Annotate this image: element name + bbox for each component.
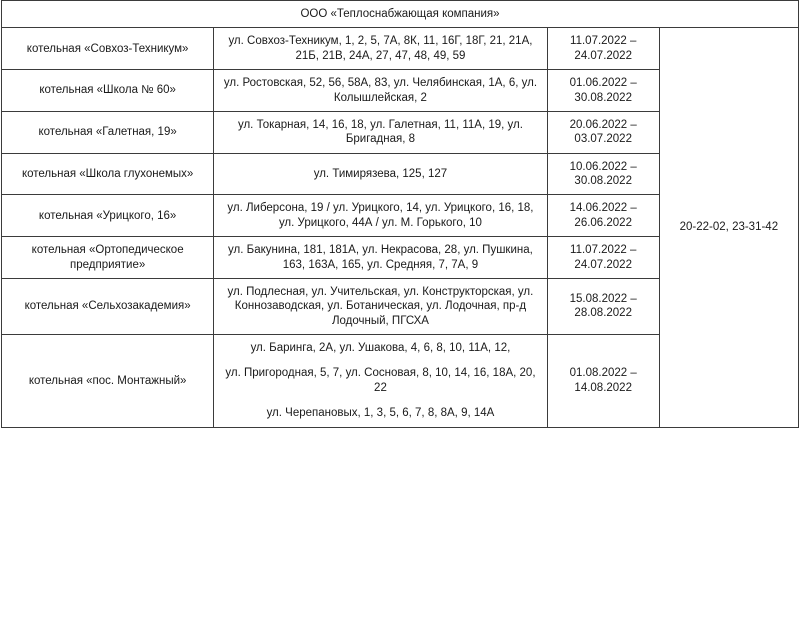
period: 10.06.2022 – 30.08.2022 — [547, 153, 659, 195]
address-list: ул. Подлесная, ул. Учительская, ул. Конструкторская, ул. Коннозаводская, ул. Ботаническая, ул. Лодочная, пр-д Лодочный, ПГСХА — [214, 278, 547, 334]
boiler-name: котельная «пос. Монтажный» — [2, 335, 214, 428]
boiler-name: котельная «Школа глухонемых» — [2, 153, 214, 195]
period: 01.08.2022 – 14.08.2022 — [547, 335, 659, 428]
table-row — [2, 28, 799, 70]
period: 01.06.2022 – 30.08.2022 — [547, 70, 659, 112]
boiler-name: котельная «Совхоз-Техникум» — [2, 28, 214, 70]
address-list: ул. Бакунина, 181, 181А, ул. Некрасова, 28, ул. Пушкина, 163, 163А, 165, ул. Средняя, 7, 7А, 9 — [214, 237, 547, 279]
period: 11.07.2022 – 24.07.2022 — [547, 237, 659, 279]
period: 11.07.2022 – 24.07.2022 — [547, 28, 659, 70]
address-line: ул. Баринга, 2А, ул. Ушакова, 4, 6, 8, 10, 11А, 12, — [250, 342, 511, 354]
address-list — [214, 335, 547, 428]
boiler-name: котельная «Урицкого, 16» — [2, 195, 214, 237]
address-list: ул. Тимирязева, 125, 127 — [214, 153, 547, 195]
company-title: ООО «Теплоснабжающая компания» — [2, 1, 799, 28]
shutdown-schedule-table — [1, 0, 799, 428]
address-line: ул. Пригородная, 5, 7, ул. Сосновая, 8, 10, 14, 16, 18А, 20, 22 — [225, 367, 536, 394]
boiler-name: котельная «Школа № 60» — [2, 70, 214, 112]
boiler-name: котельная «Ортопедическое предприятие» — [2, 237, 214, 279]
boiler-name: котельная «Галетная, 19» — [2, 111, 214, 153]
address-list: ул. Токарная, 14, 16, 18, ул. Галетная, 11, 11А, 19, ул. Бригадная, 8 — [214, 111, 547, 153]
address-list: ул. Ростовская, 52, 56, 58А, 83, ул. Челябинская, 1А, 6, ул. Колышлейская, 2 — [214, 70, 547, 112]
period: 15.08.2022 – 28.08.2022 — [547, 278, 659, 334]
period: 20.06.2022 – 03.07.2022 — [547, 111, 659, 153]
table-title-row — [2, 1, 799, 28]
boiler-name: котельная «Сельхозакадемия» — [2, 278, 214, 334]
address-list: ул. Совхоз-Техникум, 1, 2, 5, 7А, 8К, 11, 16Г, 18Г, 21, 21А, 21Б, 21В, 24А, 27, 47, 48, 49, 59 — [214, 28, 547, 70]
address-line: ул. Черепановых, 1, 3, 5, 6, 7, 8, 8А, 9, 14А — [266, 407, 495, 420]
contact-phone: 20-22-02, 23-31-42 — [659, 28, 798, 427]
address-list: ул. Либерсона, 19 / ул. Урицкого, 14, ул. Урицкого, 16, 18, ул. Урицкого, 44А / ул. М. Горького, 10 — [214, 195, 547, 237]
period: 14.06.2022 – 26.06.2022 — [547, 195, 659, 237]
